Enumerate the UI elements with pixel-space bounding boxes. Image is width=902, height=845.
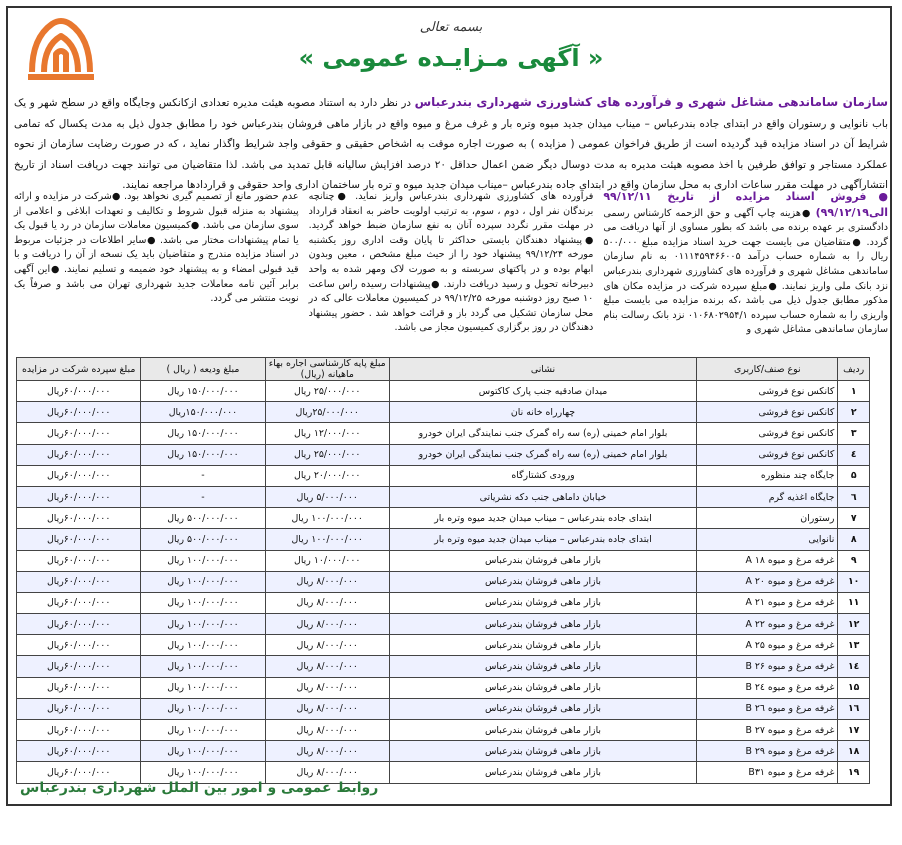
- cell-type: غرفه مرغ و میوه B۳۱: [697, 762, 838, 783]
- cell-bid-bond: ۶۰/۰۰۰/۰۰۰ریال: [17, 508, 141, 529]
- cell-base-rent: ۸/۰۰۰/۰۰۰ ریال: [265, 592, 389, 613]
- cell-deposit: ۱۰۰/۰۰۰/۰۰۰ ریال: [141, 656, 265, 677]
- sale-date-range: ●فروش اسناد مزایده از تاریخ ۹۹/۱۲/۱۱ الی۹۹/۱۲/۱۹): [603, 190, 888, 219]
- table-row: [17, 614, 870, 635]
- cell-type: رستوران: [697, 508, 838, 529]
- cell-deposit: ۱۰۰/۰۰۰/۰۰۰ ریال: [141, 741, 265, 762]
- cell-base-rent: ۸/۰۰۰/۰۰۰ ریال: [265, 741, 389, 762]
- table-row: [17, 656, 870, 677]
- footer-signature: روابط عمومی و امور بین الملل شهرداری بندرعباس: [20, 780, 379, 796]
- table-row: [17, 508, 870, 529]
- cell-address: بازار ماهی فروشان بندرعباس: [389, 720, 696, 741]
- cell-base-rent: ۸/۰۰۰/۰۰۰ ریال: [265, 635, 389, 656]
- cell-address: چهارراه خانه نان: [389, 402, 696, 423]
- cell-base-rent: ۱۰۰/۰۰۰/۰۰۰ ریال: [265, 508, 389, 529]
- cell-row-number: ٤: [838, 444, 870, 465]
- table-row: [17, 592, 870, 613]
- cell-address: بازار ماهی فروشان بندرعباس: [389, 741, 696, 762]
- cell-base-rent: ۸/۰۰۰/۰۰۰ ریال: [265, 698, 389, 719]
- table-row: [17, 402, 870, 423]
- cell-base-rent: ۱۰/۰۰۰/۰۰۰ ریال: [265, 550, 389, 571]
- cell-row-number: ۱۲: [838, 614, 870, 635]
- cell-base-rent: ۵/۰۰۰/۰۰۰ ریال: [265, 486, 389, 507]
- cell-row-number: ۱۷: [838, 720, 870, 741]
- cell-deposit: ۵۰۰/۰۰۰/۰۰۰ ریال: [141, 508, 265, 529]
- conditions-column-right: [603, 190, 888, 354]
- cell-row-number: ۹: [838, 550, 870, 571]
- cell-address: بازار ماهی فروشان بندرعباس: [389, 656, 696, 677]
- cell-bid-bond: ۶۰/۰۰۰/۰۰۰ریال: [17, 677, 141, 698]
- cell-bid-bond: ۶۰/۰۰۰/۰۰۰ریال: [17, 698, 141, 719]
- cell-address: بازار ماهی فروشان بندرعباس: [389, 762, 696, 783]
- cell-row-number: ۱۸: [838, 741, 870, 762]
- cell-address: بلوار امام خمینی (ره) سه راه گمرک جنب نمایندگی ایران خودرو: [389, 444, 696, 465]
- cell-type: کانکس نوع فروشی: [697, 402, 838, 423]
- cell-deposit: ۱۰۰/۰۰۰/۰۰۰ ریال: [141, 698, 265, 719]
- conditions-right-text: ●هزینه چاپ آگهی و حق الزحمه کارشناس رسمی دادگستری بر عهده برنده می باشد که بطور مساوی از آنها دریافت می گردد. ●متقاضیان می بایست جهت خرید اسناد مزایده مبلغ ۵۰۰/۰۰۰ ریال را به شماره حساب درآمد ۰۱۱۱۴۵۹۴۶۶۰۰۵ به نام سازمان ساماندهی مشاغل شهری و فرآورده های کشاورزی شهرداری بندرعباس نزد بانک ملی واریز نمایند. ●مبلغ سپرده شرکت در مزایده مکان های مذکور مطابق جدول ذیل می باشد ،که برنده مزایده می بایست مبلغ واریزی را به شماره حساب سپرده ۰۱۰۶۸۰۲۹۵۴/۱ نزد بانک رسالت بنام سازمان ساماندهی مشاغل شهری و: [603, 207, 889, 336]
- cell-type: جایگاه اغذیه گرم: [697, 486, 838, 507]
- table-row: [17, 486, 870, 507]
- cell-address: بازار ماهی فروشان بندرعباس: [389, 550, 696, 571]
- cell-deposit: ۱۵۰/۰۰۰/۰۰۰ ریال: [141, 381, 265, 402]
- cell-deposit: -: [141, 465, 265, 486]
- cell-bid-bond: ۶۰/۰۰۰/۰۰۰ریال: [17, 402, 141, 423]
- cell-address: بازار ماهی فروشان بندرعباس: [389, 677, 696, 698]
- table-row: [17, 741, 870, 762]
- besmellah-heading: بسمه تعالی: [419, 20, 483, 35]
- header-row-number: ردیف: [838, 358, 870, 381]
- cell-base-rent: ۸/۰۰۰/۰۰۰ ریال: [265, 677, 389, 698]
- cell-bid-bond: ۶۰/۰۰۰/۰۰۰ریال: [17, 444, 141, 465]
- header-deposit: مبلغ ودیعه ( ریال ): [141, 358, 265, 381]
- table-row: [17, 635, 870, 656]
- cell-bid-bond: ۶۰/۰۰۰/۰۰۰ریال: [17, 571, 141, 592]
- cell-row-number: ۲: [838, 402, 870, 423]
- cell-row-number: ۳: [838, 423, 870, 444]
- cell-deposit: ۱۵۰/۰۰۰/۰۰۰ ریال: [141, 444, 265, 465]
- cell-address: ورودی کشتارگاه: [389, 465, 696, 486]
- table-row: [17, 698, 870, 719]
- cell-base-rent: ۸/۰۰۰/۰۰۰ ریال: [265, 571, 389, 592]
- cell-bid-bond: ۶۰/۰۰۰/۰۰۰ریال: [17, 656, 141, 677]
- cell-base-rent: ۲۵/۰۰۰/۰۰۰ ریال: [265, 444, 389, 465]
- cell-base-rent: ۱۲/۰۰۰/۰۰۰ ریال: [265, 423, 389, 444]
- cell-bid-bond: ۶۰/۰۰۰/۰۰۰ریال: [17, 423, 141, 444]
- cell-row-number: ۱۵: [838, 677, 870, 698]
- cell-bid-bond: ۶۰/۰۰۰/۰۰۰ریال: [17, 762, 141, 783]
- cell-type: کانکس نوع فروشی: [697, 381, 838, 402]
- cell-type: غرفه مرغ و میوه A ۲۲: [697, 614, 838, 635]
- cell-address: بازار ماهی فروشان بندرعباس: [389, 635, 696, 656]
- cell-bid-bond: ۶۰/۰۰۰/۰۰۰ریال: [17, 614, 141, 635]
- cell-deposit: ۱۰۰/۰۰۰/۰۰۰ ریال: [141, 720, 265, 741]
- cell-address: ابتدای جاده بندرعباس – میناب میدان جدید میوه وتره بار: [389, 508, 696, 529]
- table-header-row: [17, 358, 870, 381]
- cell-deposit: ۱۵۰/۰۰۰/۰۰۰ریال: [141, 402, 265, 423]
- cell-deposit: ۱۰۰/۰۰۰/۰۰۰ ریال: [141, 614, 265, 635]
- cell-type: غرفه مرغ و میوه B ۲۶: [697, 656, 838, 677]
- cell-row-number: ۱۳: [838, 635, 870, 656]
- cell-base-rent: ۸/۰۰۰/۰۰۰ ریال: [265, 762, 389, 783]
- cell-deposit: ۱۰۰/۰۰۰/۰۰۰ ریال: [141, 550, 265, 571]
- organization-name: سازمان ساماندهی مشاغل شهری و فرآورده های کشاورزی شهرداری بندرعباس: [414, 95, 888, 109]
- cell-base-rent: ۸/۰۰۰/۰۰۰ ریال: [265, 656, 389, 677]
- intro-text: در نظر دارد به استناد مصوبه هیئت مدیره تعدادی ازکانکس وجایگاه واقع در سطح شهر و یک باب نانوایی و رستوران واقع در ابتدای جاده بندرعباس – میناب میدان جدید میوه وتره بار و غرف مرغ و میوه واقع در بازار ماهی فروشان بندرعباس خود را مطابق جدول ذیل به مدت یکسال که تمامی شرایط آن در اسناد مزایده قید گردیده است از طریق فراخوان عمومی ( مزایده ) به صورت اجاره موقت به اشخاص حقیقی و حقوقی واجد شرایط واگذار نماید ، که در صورت رضایت سازمان از نحوه عملکرد مستاجر و توافق طرفین با اخذ مصوبه هیئت مدیره به مدت دوسال دیگر ضمن اعمال حداقل ۲۰ درصد افزایش سالیانه قابل تمدید می باشد. لذا متقاضیان می توانند جهت دریافت اسناد از تاریخ انتشارآگهی در مهلت مقرر ساعات اداری به محل سازمان واقع در ابتدای جاده بندرعباس –میناب میدان جدید میوه و تره بار ساختمان اداری واحد حقوقی و قراردادها مراجعه نمایند.: [14, 97, 888, 191]
- cell-row-number: ۱٦: [838, 698, 870, 719]
- cell-base-rent: ۸/۰۰۰/۰۰۰ ریال: [265, 614, 389, 635]
- cell-bid-bond: ۶۰/۰۰۰/۰۰۰ریال: [17, 720, 141, 741]
- cell-address: بازار ماهی فروشان بندرعباس: [389, 571, 696, 592]
- table-row: [17, 529, 870, 550]
- cell-bid-bond: ۶۰/۰۰۰/۰۰۰ریال: [17, 635, 141, 656]
- table-row: [17, 444, 870, 465]
- table-row: [17, 550, 870, 571]
- cell-type: غرفه مرغ و میوه B ۲۹: [697, 741, 838, 762]
- cell-type: غرفه مرغ و میوه A ۲۱: [697, 592, 838, 613]
- table-row: [17, 571, 870, 592]
- cell-bid-bond: ۶۰/۰۰۰/۰۰۰ریال: [17, 381, 141, 402]
- cell-row-number: ٦: [838, 486, 870, 507]
- table-row: [17, 465, 870, 486]
- table-row: [17, 423, 870, 444]
- cell-bid-bond: ۶۰/۰۰۰/۰۰۰ریال: [17, 529, 141, 550]
- cell-type: کانکس نوع فروشی: [697, 423, 838, 444]
- cell-type: غرفه مرغ و میوه A ۲۰: [697, 571, 838, 592]
- cell-type: جایگاه چند منظوره: [697, 465, 838, 486]
- cell-deposit: ۱۰۰/۰۰۰/۰۰۰ ریال: [141, 677, 265, 698]
- cell-deposit: ۱۰۰/۰۰۰/۰۰۰ ریال: [141, 762, 265, 783]
- cell-type: نانوایی: [697, 529, 838, 550]
- cell-type: غرفه مرغ و میوه B ۲٦: [697, 698, 838, 719]
- cell-type: غرفه مرغ و میوه B ۲٤: [697, 677, 838, 698]
- cell-bid-bond: ۶۰/۰۰۰/۰۰۰ریال: [17, 465, 141, 486]
- cell-address: خیابان داماهی جنب دکه نشریاتی: [389, 486, 696, 507]
- cell-deposit: ۱۰۰/۰۰۰/۰۰۰ ریال: [141, 571, 265, 592]
- cell-row-number: ۱٤: [838, 656, 870, 677]
- cell-row-number: ۵: [838, 465, 870, 486]
- cell-bid-bond: ۶۰/۰۰۰/۰۰۰ریال: [17, 486, 141, 507]
- cell-type: کانکس نوع فروشی: [697, 444, 838, 465]
- cell-address: بلوار امام خمینی (ره) سه راه گمرک جنب نمایندگی ایران خودرو: [389, 423, 696, 444]
- cell-address: بازار ماهی فروشان بندرعباس: [389, 698, 696, 719]
- cell-deposit: -: [141, 486, 265, 507]
- cell-address: بازار ماهی فروشان بندرعباس: [389, 614, 696, 635]
- header-bid-bond: مبلغ سپرده شرکت در مزایده: [17, 358, 141, 381]
- cell-address: بازار ماهی فروشان بندرعباس: [389, 592, 696, 613]
- cell-base-rent: ۸/۰۰۰/۰۰۰ ریال: [265, 720, 389, 741]
- cell-row-number: ۱۰: [838, 571, 870, 592]
- cell-type: غرفه مرغ و میوه A ۲۵: [697, 635, 838, 656]
- cell-type: غرفه مرغ و میوه A ۱۸: [697, 550, 838, 571]
- cell-deposit: ۱۵۰/۰۰۰/۰۰۰ ریال: [141, 423, 265, 444]
- conditions-column-middle: فرآورده های کشاورزی شهرداری بندرعباس واریز نماید. ●چنانچه برندگان نفر اول ، دوم ، سوم، به ترتیب اولویت حاضر به انعقاد قرارداد در مهلت مقرر نگردد سپرده آنان به نفع سازمان ضبط خواهد گردید. ●پیشنهاد دهندگان بایستی حداکثر تا پایان وقت اداری روز یکشنبه مورخه ۹۹/۱۲/۲۴ پیشنهاد خود را از حیث مبلغ مشخص ، معین وبدون ابهام بوده و در پاکتهای سربسته و به صورت لاک ومهر شده به واحد دبیرخانه تحویل و رسید دریافت دارند. ●پیشنهادات رسیده راس ساعت ۱۰ صبح روز دوشنبه مورخه ۹۹/۱۲/۲۵ در کمیسیون معاملات عالی که در محل سازمان تشکیل می گردد باز و قرائت خواهد شد . حضور پیشنهاد دهندگان در روز برگزاری کمیسیون مجاز می باشد.: [308, 191, 594, 334]
- cell-type: غرفه مرغ و میوه B ۲۷: [697, 720, 838, 741]
- header-base-rent: مبلغ پایه کارشناسی اجاره بهاء ماهیانه (ریال): [265, 358, 389, 381]
- cell-base-rent: ۲۵/۰۰۰/۰۰۰ ریال: [265, 381, 389, 402]
- cell-deposit: ۱۰۰/۰۰۰/۰۰۰ ریال: [141, 635, 265, 656]
- cell-bid-bond: ۶۰/۰۰۰/۰۰۰ریال: [17, 550, 141, 571]
- table-row: [17, 720, 870, 741]
- cell-row-number: ۱۱: [838, 592, 870, 613]
- auction-table: [16, 357, 870, 784]
- cell-deposit: ۵۰۰/۰۰۰/۰۰۰ ریال: [141, 529, 265, 550]
- table-row: [17, 381, 870, 402]
- cell-deposit: ۱۰۰/۰۰۰/۰۰۰ ریال: [141, 592, 265, 613]
- cell-base-rent: ۲۰/۰۰۰/۰۰۰ ریال: [265, 465, 389, 486]
- cell-row-number: ۱: [838, 381, 870, 402]
- table-row: [17, 677, 870, 698]
- cell-address: ابتدای جاده بندرعباس – میناب میدان جدید میوه وتره بار: [389, 529, 696, 550]
- conditions-columns: [14, 190, 888, 354]
- header-type: نوع صنف/کاربری: [697, 358, 838, 381]
- header-address: نشانی: [389, 358, 696, 381]
- cell-row-number: ۱۹: [838, 762, 870, 783]
- cell-address: میدان صادقیه جنب پارک کاکتوس: [389, 381, 696, 402]
- cell-row-number: ۷: [838, 508, 870, 529]
- cell-base-rent: ۲۵/۰۰۰/۰۰۰ریال: [265, 402, 389, 423]
- cell-bid-bond: ۶۰/۰۰۰/۰۰۰ریال: [17, 592, 141, 613]
- table-body: [17, 381, 870, 784]
- cell-base-rent: ۱۰۰/۰۰۰/۰۰۰ ریال: [265, 529, 389, 550]
- cell-row-number: ۸: [838, 529, 870, 550]
- intro-paragraph: [14, 92, 888, 196]
- page-title: « آگهی مـزایـده عمومی »: [298, 44, 604, 72]
- cell-bid-bond: ۶۰/۰۰۰/۰۰۰ریال: [17, 741, 141, 762]
- conditions-column-left: عدم حضور مانع از تصمیم گیری نخواهد بود. ●شرکت در مزایده و ارائه پیشنهاد به منزله قبول شروط و تکالیف و تعهدات ابلاغی و اعلامی از سوی سازمان می باشد. ●کمیسیون معاملات سازمان در رد یا قبول یک یا تمام پیشنهادات مختار می باشد. ●سایر اطلاعات در جزئیات مربوط در اسناد مزایده مندرج و متقاضیان باید یک نسخه از آن را دریافت و با قید قبولی امضاء و به پیشنهاد خود ضمیمه و تسلیم نمایند. ●این آگهی برابر آئین نامه معاملات جدید شهرداری تهران می باشد و صرفاً یک نوبت منتشر می گردد.: [13, 191, 299, 305]
